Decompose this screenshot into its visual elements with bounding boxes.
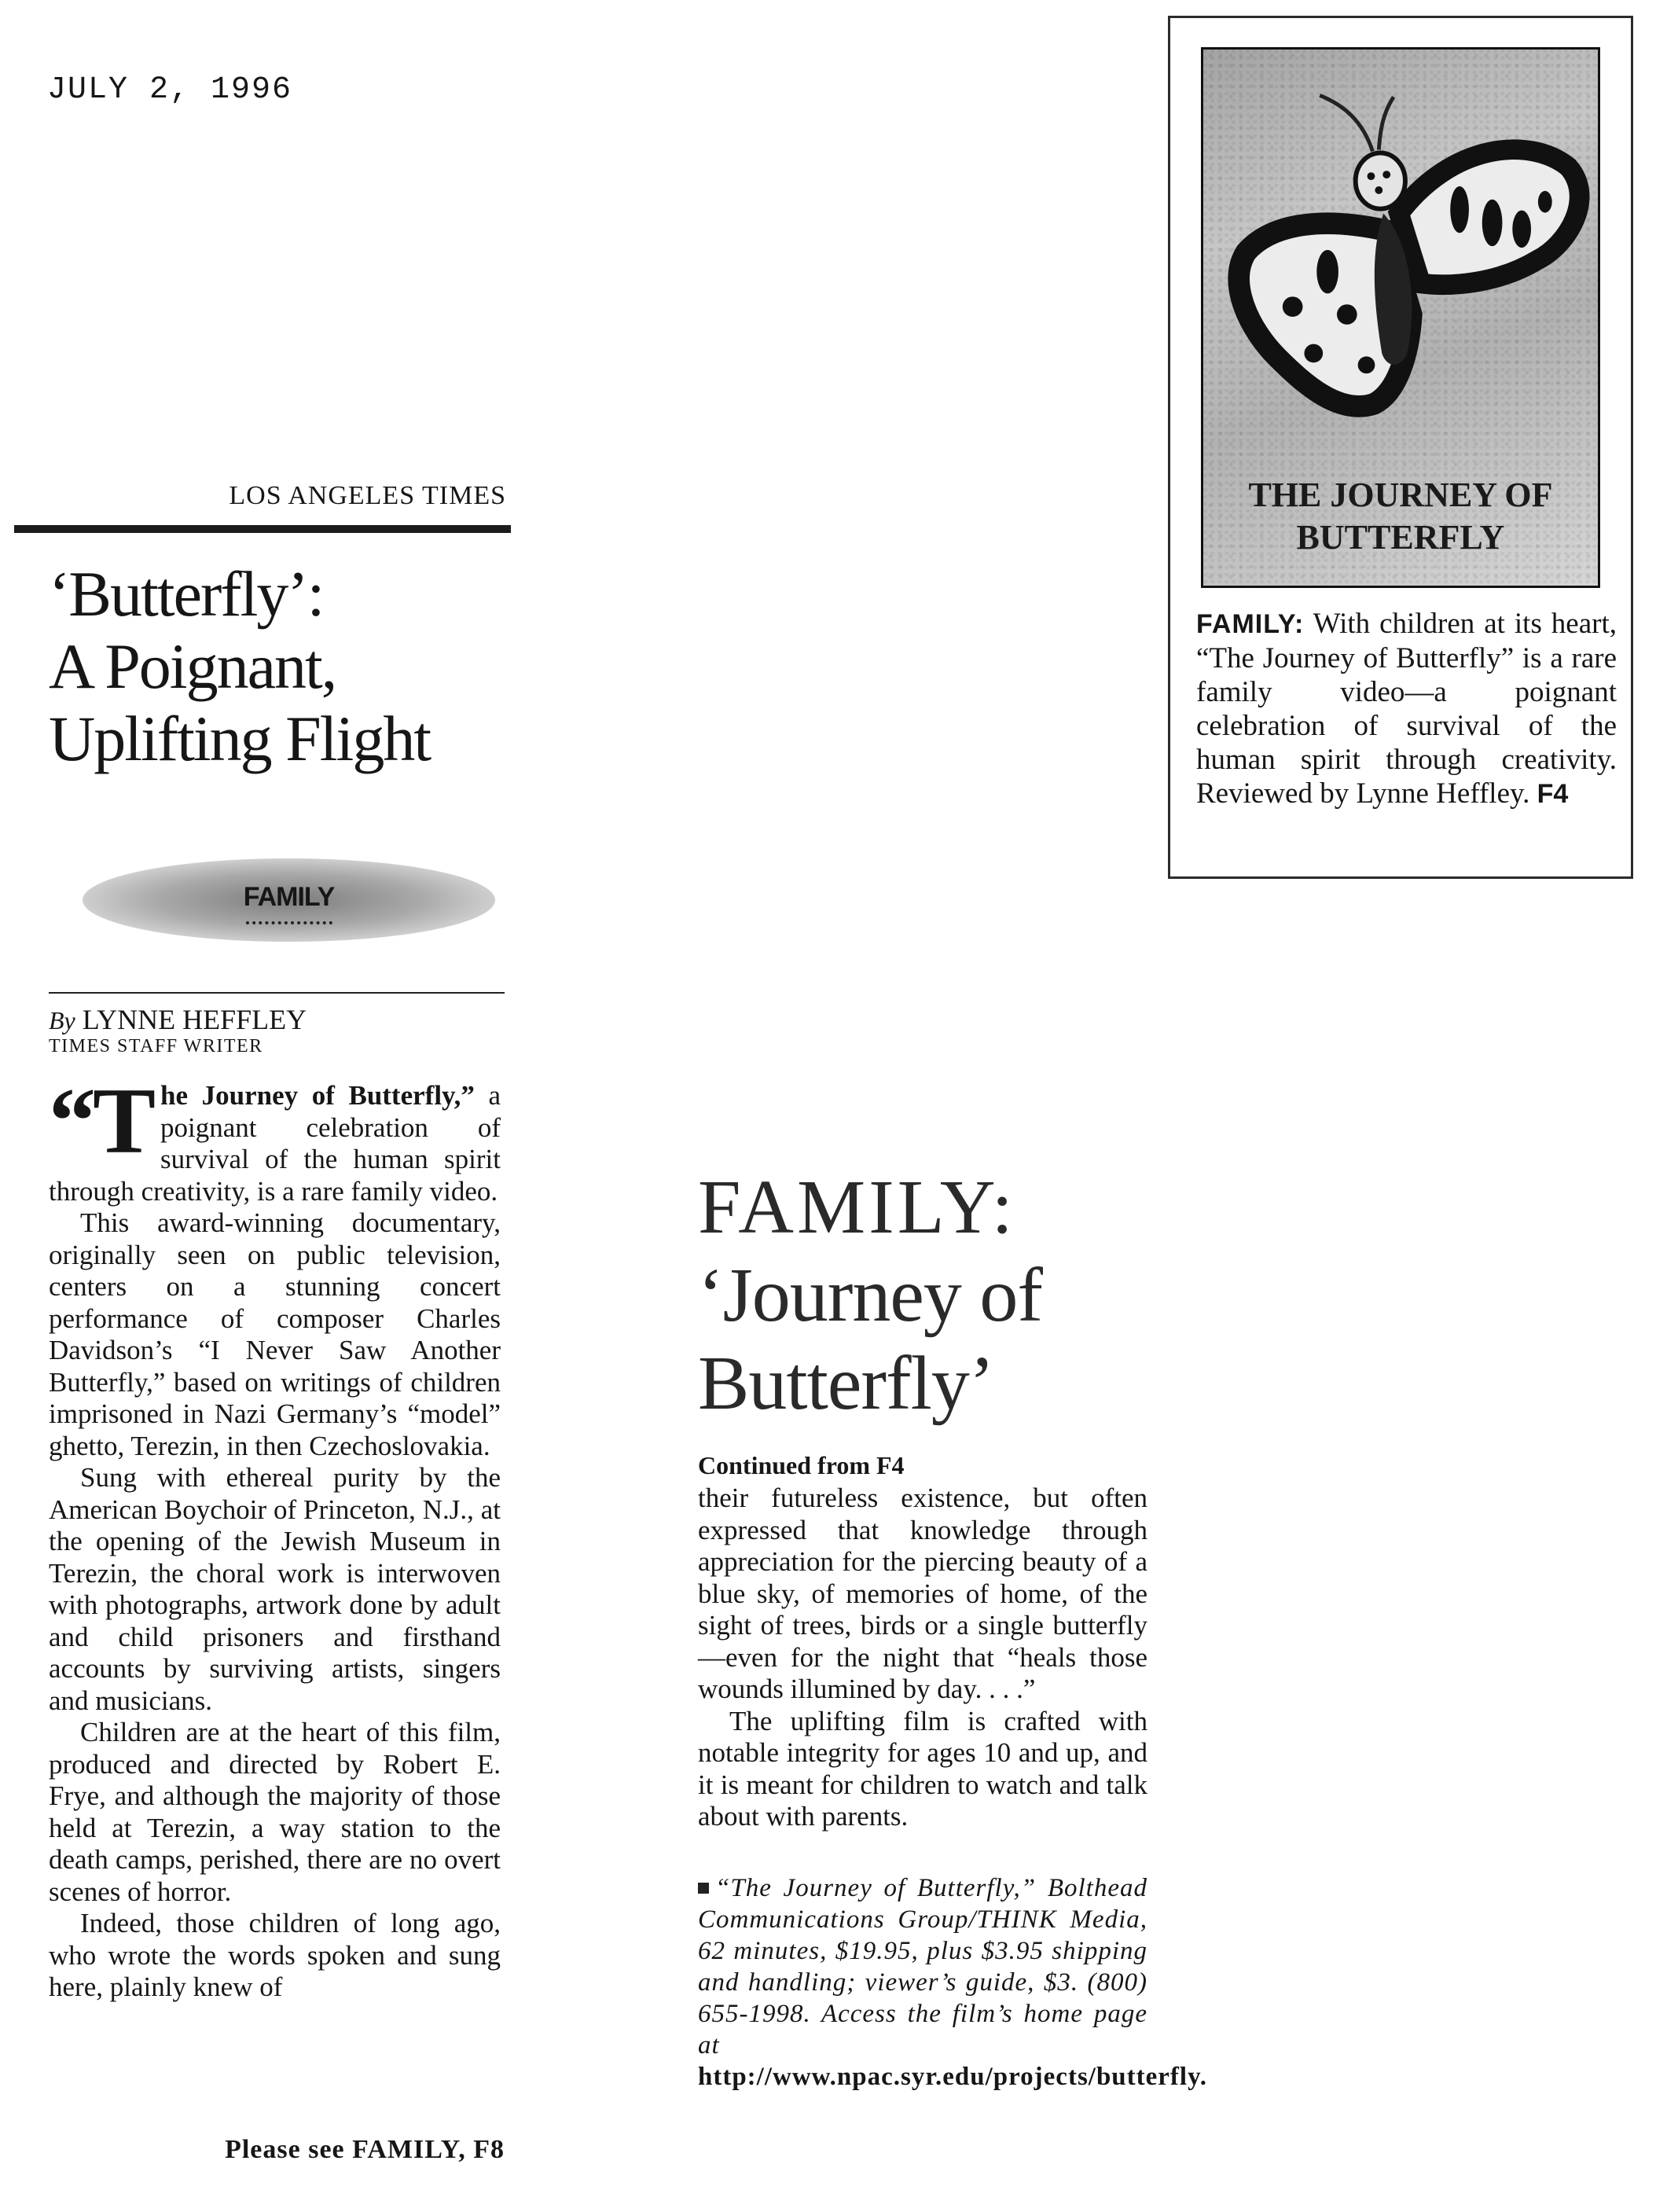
- newspaper-name: LOS ANGELES TIMES: [229, 481, 506, 510]
- butterfly-photo: [1201, 47, 1600, 588]
- body-paragraph: Indeed, those children of long ago, who wrote the words spoken and sung here, plainly knew of: [49, 1908, 501, 2002]
- photo-title-line-1: THE JOURNEY OF: [1248, 476, 1553, 514]
- home-page-url: http://www.npac.syr.edu/projects/butterfly.: [698, 2063, 1208, 2091]
- continued-from-label: Continued from F4: [698, 1451, 905, 1479]
- body-paragraph: Sung with ethereal purity by the American Boychoir of Princeton, N.J., at the opening of the Jewish Museum in Terezin, the choral work is interwoven with photographs, artwork done by adult and child prisoners and firsthand accounts by surviving artists, singers and musicians.: [49, 1462, 501, 1716]
- square-bullet-icon: [698, 1883, 709, 1894]
- byline-prefix: By: [49, 1006, 75, 1034]
- body-paragraph: The uplifting film is crafted with notable integrity for ages 10 and up, and it is meant for children to watch and talk about with parents.: [698, 1705, 1147, 1832]
- byline: [49, 1003, 307, 1036]
- drop-cap: “T: [49, 1068, 153, 1173]
- jump-line: Please see FAMILY, F8: [225, 2135, 505, 2164]
- headline-line-3: Uplifting Flight: [49, 703, 431, 774]
- caption-label: FAMILY:: [1196, 609, 1305, 639]
- credits-text: “The Journey of Butterfly,” Bolthead Communications Group/THINK Media, 62 minutes, $19.95, plus $3.95 shipping and handling; viewer’s guide, $3. (800) 655-1998. Access the film’s home page at: [698, 1874, 1147, 2060]
- continuation-body: [698, 1483, 1147, 1833]
- continuation-headline-line-2: Butterfly’: [698, 1341, 994, 1426]
- page-reference: F4: [1537, 779, 1569, 809]
- date-stamp: JULY 2, 1996: [47, 72, 293, 108]
- article-body: [49, 1068, 501, 2004]
- body-paragraph: Children are at the heart of this film, produced and directed by Robert E. Frye, and although the majority of those held at Terezin, a way station to the death camps, perished, there are no overt scenes of horror.: [49, 1717, 501, 1907]
- masthead-rule: [14, 525, 511, 533]
- continuation-headline-line-1: ‘Journey of: [698, 1253, 1043, 1338]
- byline-rule: [49, 992, 505, 994]
- article-headline: [49, 558, 520, 775]
- lead-paragraph: [49, 1068, 501, 1207]
- byline-role: TIMES STAFF WRITER: [49, 1036, 263, 1056]
- photo-title-line-2: BUTTERFLY: [1296, 518, 1505, 557]
- video-credits: [698, 1872, 1208, 2093]
- continuation-kicker: FAMILY:: [698, 1165, 1016, 1250]
- headline-line-2: A Poignant,: [49, 630, 336, 702]
- promo-caption: [1196, 607, 1617, 811]
- lead-bold-text: he Journey of Butterfly,”: [160, 1080, 475, 1111]
- body-paragraph: their futureless existence, but often expressed that knowledge through appreciation for the piercing beauty of a blue sky, of memories of home, of the sight of trees, birds or a single butterfly—even for the night that “heals those wounds illumined by day. . . .”: [698, 1483, 1147, 1704]
- byline-name: LYNNE HEFFLEY: [82, 1004, 307, 1035]
- lead-text: a poignant celebration of survival of the human spirit through creativity, is a rare family video.: [49, 1080, 501, 1207]
- photo-title: [1203, 474, 1598, 559]
- family-section-badge: [83, 858, 495, 942]
- badge-dotted-underline: [246, 921, 332, 924]
- body-paragraph: This award-winning documentary, originally seen on public television, centers on a stunning concert performance of composer Charles Davidson’s “I Never Saw Another Butterfly,” based on writings of children imprisoned in Nazi Germany’s “model” ghetto, Terezin, in then Czechoslovakia.: [49, 1207, 501, 1461]
- headline-line-1: ‘Butterfly’:: [49, 558, 324, 630]
- continuation-headline: [698, 1163, 1154, 1428]
- family-badge-label: FAMILY: [243, 882, 335, 912]
- caption-text: With children at its heart, “The Journey of Butterfly” is a rare family video—a poignant celebration of survival of the human spirit through creativity. Reviewed by Lynne Heffley.: [1196, 608, 1617, 810]
